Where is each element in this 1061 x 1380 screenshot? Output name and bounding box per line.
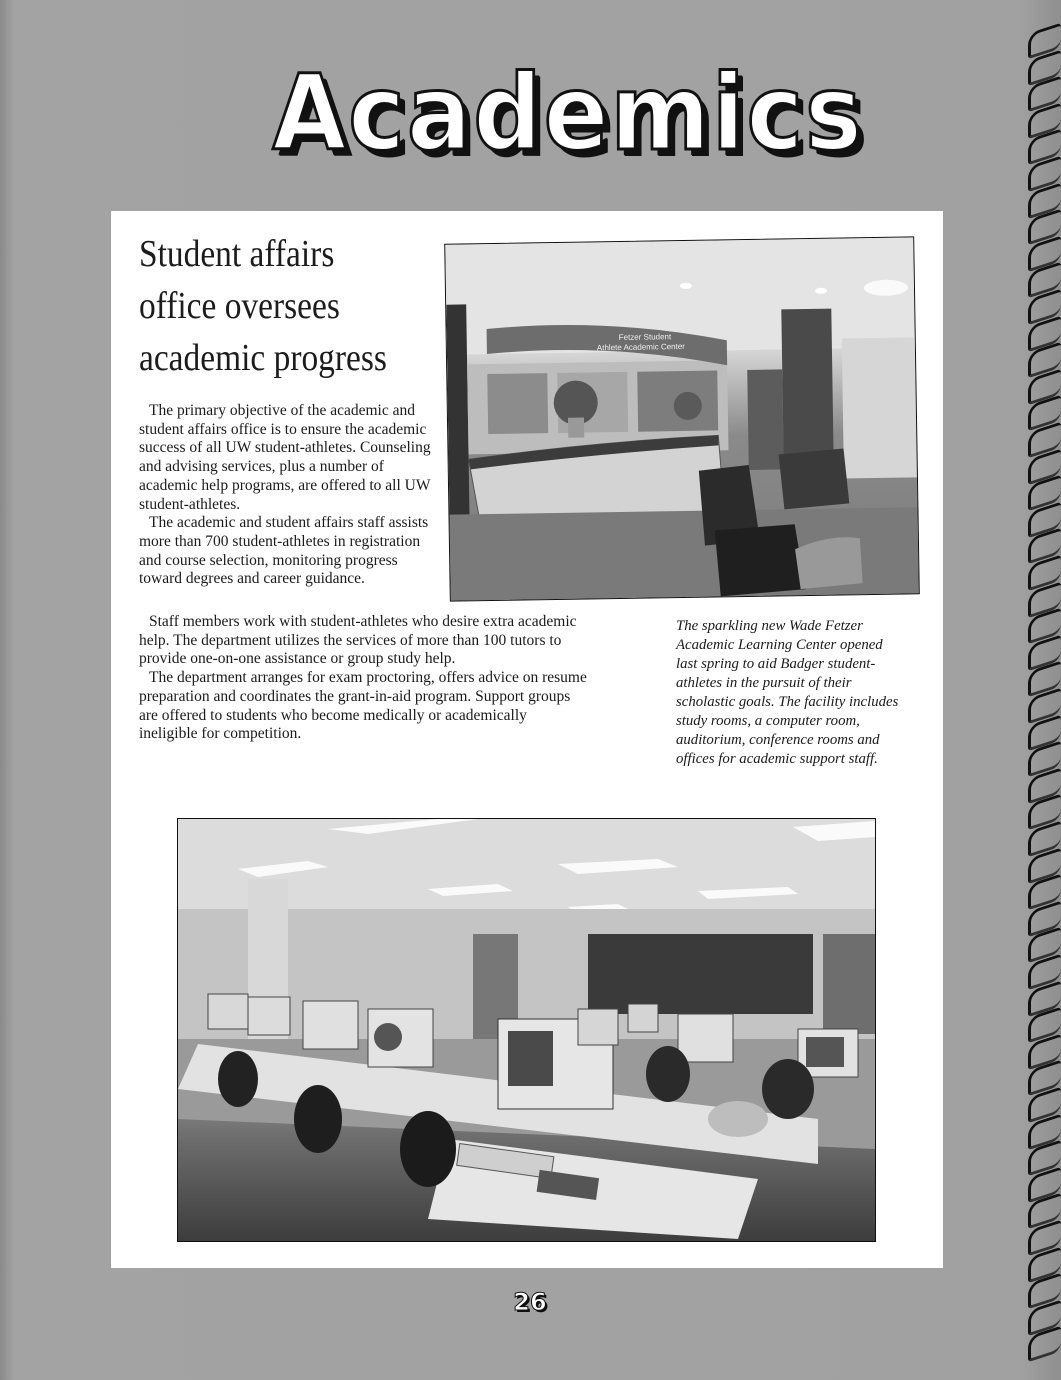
- sign-text-line2: Athlete Academic Center: [596, 341, 685, 353]
- article-body-column: [139, 402, 439, 589]
- photo-caption: The sparkling new Wade Fetzer Academic Learning Center opened last spring to aid Badger student-athletes in the pursuit of their scholastic goals. The facility includes study rooms, a computer room, auditorium, conference rooms and offices for academic support staff.: [676, 618, 899, 767]
- sign-text-line1: Fetzer Student: [618, 332, 672, 342]
- academic-center-illustration: [445, 237, 919, 600]
- page-number: 26: [513, 1288, 547, 1316]
- body-paragraph-3: Staff members work with student-athletes who desire extra academic help. The department utilizes the services of more than 100 tutors to provide one-on-one assistance or group study help.: [139, 613, 577, 668]
- spiral-binding: [1022, 28, 1061, 1380]
- article-body-wide: [139, 613, 589, 744]
- computer-room-photo: [177, 818, 876, 1242]
- article-headline: Student affairs office oversees academic progress: [139, 233, 387, 379]
- academic-center-photo: [444, 236, 920, 601]
- section-title: Academics: [272, 52, 864, 174]
- body-paragraph-4: The department arranges for exam proctoring, offers advice on resume preparation and coordinates the grant-in-aid program. Support groups are offered to students who become medically or academically ineligible for competition.: [139, 669, 587, 743]
- body-paragraph-1: The primary objective of the academic and student affairs office is to ensure the academic success of all UW student-athletes. Counseling and advising services, plus a number of academic help programs, are offered to all UW student-athletes.: [139, 402, 431, 513]
- computer-room-illustration: [178, 819, 875, 1241]
- body-paragraph-2: The academic and student affairs staff assists more than 700 student-athletes in registration and course selection, monitoring progress toward degrees and career guidance.: [139, 514, 429, 588]
